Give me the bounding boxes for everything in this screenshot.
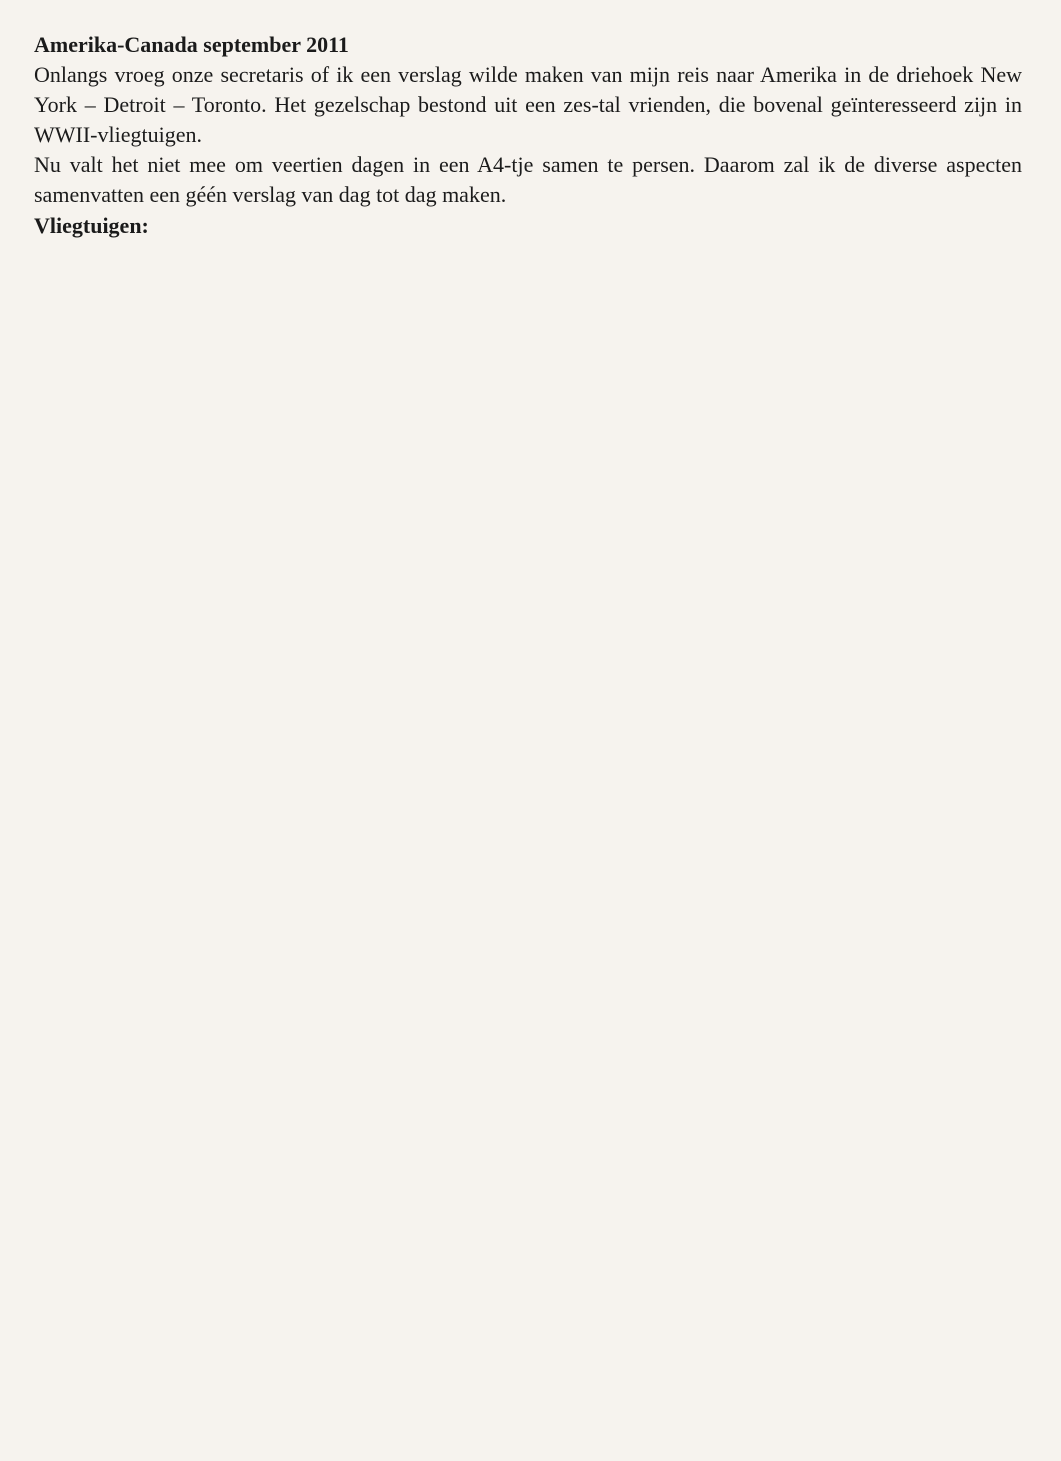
intro-paragraph-1: Onlangs vroeg onze secretaris of ik een verslag wilde maken van mijn reis naar Amerika in de driehoek New York – Detroit – Toronto. Het gezelschap bestond uit een zes-tal vrienden, die bovenal geïnteresseerd zijn in WWII-vliegtuigen. [34, 62, 1022, 148]
article-title: Amerika-Canada september 2011 [34, 32, 349, 57]
section-heading-vliegtuigen: Vliegtuigen: [34, 212, 149, 238]
vliegtuigen-paragraph-1 [34, 211, 1022, 241]
section-vliegtuigen [34, 211, 1022, 241]
intro-paragraph-2: Nu valt het niet mee om veertien dagen in een A4-tje samen te persen. Daarom zal ik de diverse aspecten samenvatten een géén verslag van dag tot dag maken. [34, 152, 1022, 208]
article-column [34, 30, 1022, 241]
